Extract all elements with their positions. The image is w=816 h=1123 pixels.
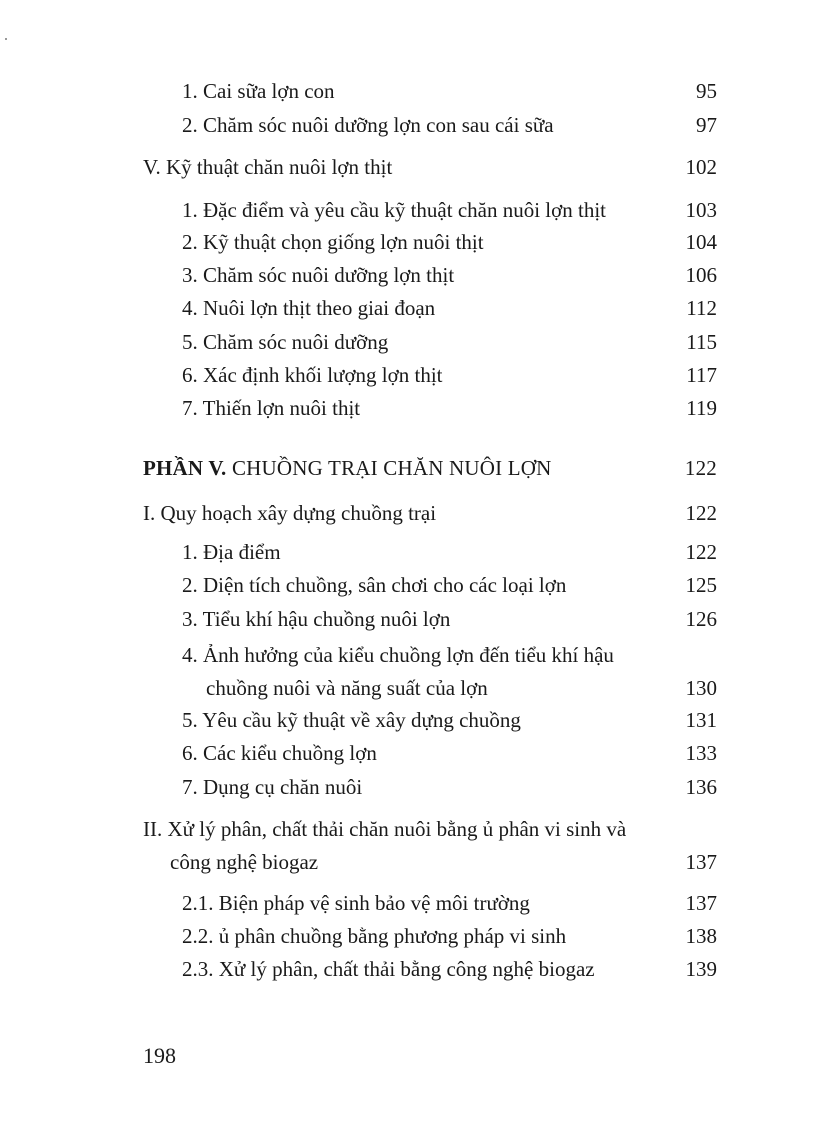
toc-entry-page: 97	[696, 113, 717, 137]
toc-entry-page: 119	[686, 396, 717, 420]
toc-entry-page: 137	[685, 891, 717, 915]
toc-part-title	[143, 455, 552, 481]
toc-entry-title: 5. Chăm sóc nuôi dưỡng	[182, 330, 389, 354]
toc-entry-title: 6. Các kiểu chuồng lợn	[182, 741, 377, 765]
toc-entry-title: 1. Đặc điểm và yêu cầu kỹ thuật chăn nuôi lợn thịt	[182, 198, 606, 222]
toc-entry-title: 2.2. ủ phân chuồng bằng phương pháp vi sinh	[182, 924, 567, 948]
toc-entry-page: 125	[685, 573, 717, 597]
toc-entry-page: 103	[685, 198, 717, 222]
toc-section-page: 122	[685, 501, 717, 525]
toc-entry-page: 139	[685, 957, 717, 981]
toc-entry-page: 106	[685, 263, 717, 287]
toc-entry-title: 2. Chăm sóc nuôi dưỡng lợn con sau cái sữa	[182, 113, 554, 137]
toc-entry-page: 133	[685, 741, 717, 765]
toc-entry-page: 115	[686, 330, 717, 354]
toc-entry-title: 2. Diện tích chuồng, sân chơi cho các loại lợn	[182, 573, 567, 597]
toc-entry-page: 117	[686, 363, 717, 387]
toc-entry-page: 112	[686, 296, 717, 320]
toc-entry-page: 136	[685, 775, 717, 799]
page-number: 198	[143, 1043, 176, 1068]
toc-entry-title-line2: chuồng nuôi và năng suất của lợn	[206, 676, 488, 700]
toc-entry-title: 5. Yêu cầu kỹ thuật về xây dựng chuồng	[182, 708, 521, 732]
toc-entry-page: 130	[685, 676, 717, 700]
scan-speck	[5, 38, 7, 40]
toc-part-page: 122	[684, 456, 717, 480]
toc-entry-page: 138	[685, 924, 717, 948]
toc-entry-title: 4. Nuôi lợn thịt theo giai đoạn	[182, 296, 436, 320]
toc-entry-title: 2.1. Biện pháp vệ sinh bảo vệ môi trường	[182, 891, 530, 915]
toc-entry-title: 6. Xác định khối lượng lợn thịt	[182, 363, 443, 387]
toc-entry-page: 122	[685, 540, 717, 564]
toc-entry-page: 95	[696, 79, 717, 103]
toc-section-title-line2: công nghệ biogaz	[170, 850, 319, 874]
toc-entry-title: 1. Địa điểm	[182, 540, 281, 564]
toc-section-page: 102	[685, 155, 717, 179]
toc-section-title-line1: II. Xử lý phân, chất thải chăn nuôi bằng ủ phân vi sinh và	[143, 817, 627, 841]
toc-section-title: V. Kỹ thuật chăn nuôi lợn thịt	[143, 155, 393, 179]
toc-entry-page: 131	[685, 708, 717, 732]
toc-entry-title: 3. Chăm sóc nuôi dưỡng lợn thịt	[182, 263, 455, 287]
toc-entry-title: 3. Tiểu khí hậu chuồng nuôi lợn	[182, 607, 451, 631]
toc-entry-title: 7. Thiến lợn nuôi thịt	[182, 396, 361, 420]
toc-part-label: PHẦN V.	[143, 456, 227, 480]
toc-part-name: CHUỒNG TRẠI CHĂN NUÔI LỢN	[231, 456, 552, 480]
toc-entry-title: 2. Kỹ thuật chọn giống lợn nuôi thịt	[182, 230, 484, 254]
toc-entry-title-line1: 4. Ảnh hưởng của kiểu chuồng lợn đến tiểu khí hậu	[182, 643, 614, 667]
toc-entry-page: 104	[685, 230, 717, 254]
toc-entry-title: 7. Dụng cụ chăn nuôi	[182, 775, 363, 799]
toc-section-title: I. Quy hoạch xây dựng chuồng trại	[143, 501, 437, 525]
toc-entry-page: 126	[685, 607, 717, 631]
toc-entry-title: 2.3. Xử lý phân, chất thải bằng công nghệ biogaz	[182, 957, 595, 981]
toc-section-page: 137	[685, 850, 717, 874]
toc-entry-title: 1. Cai sữa lợn con	[182, 79, 335, 103]
